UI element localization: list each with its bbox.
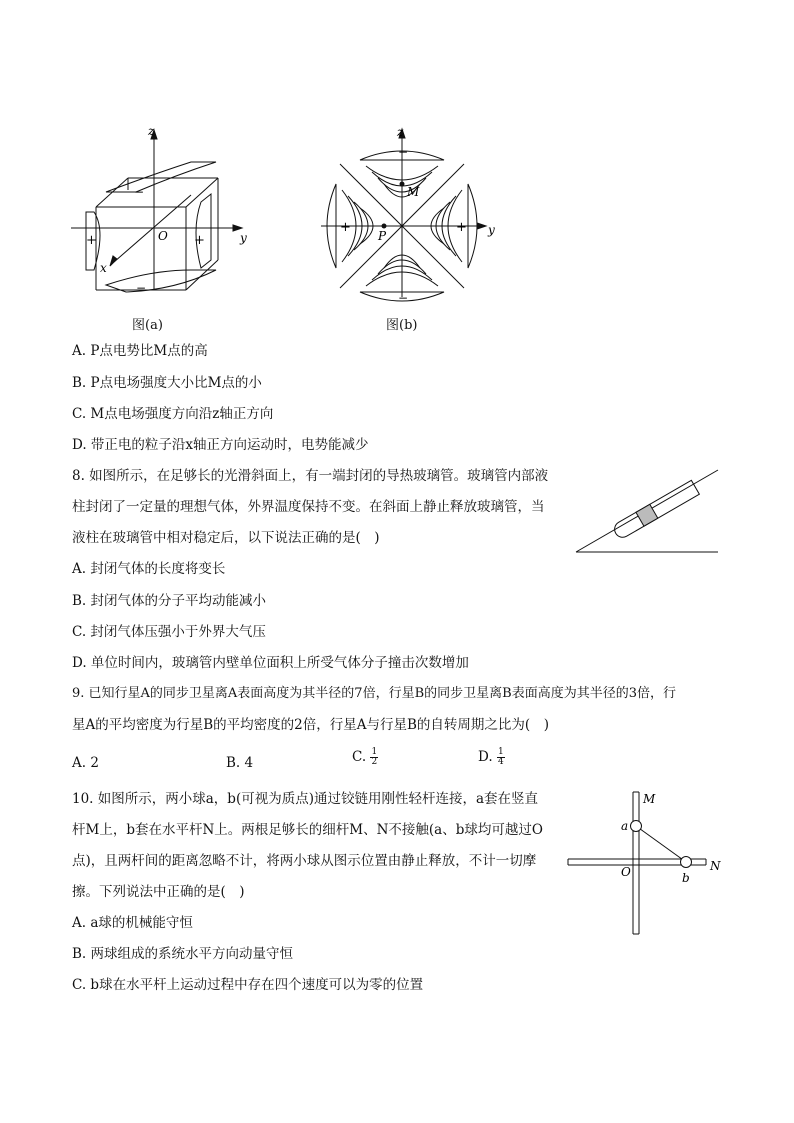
figure-a-diagram [66, 120, 256, 305]
q7-option-c: C. M点电场强度方向沿z轴正方向 [72, 406, 274, 422]
ball-a [631, 821, 642, 832]
right-charge-sign-b: + [456, 220, 467, 235]
q10-option-c: C. b球在水平杆上运动过程中存在四个速度可以为零的位置 [72, 977, 424, 993]
rod-m-label: M [643, 792, 656, 806]
left-charge-sign-b: + [340, 220, 351, 235]
q8-option-d: D. 单位时间内，玻璃管内壁单位面积上所受气体分子撞击次数增加 [72, 655, 469, 671]
q10-stem-line3: 点)，且两杆间的距离忽略不计，将两小球从图示位置由静止释放，不计一切摩 [72, 853, 537, 869]
q7-option-a: A. P点电势比M点的高 [72, 343, 208, 359]
q9-option-d-numerator: 1 [497, 747, 504, 757]
q7-option-b: B. P点电场强度大小比M点的小 [72, 375, 262, 391]
q9-option-d-fraction [497, 748, 505, 767]
left-charge-sign: + [86, 233, 97, 248]
q9-option-c-numerator: 1 [371, 747, 378, 757]
figure-b-caption: 图(b) [386, 318, 418, 333]
point-m-label: M [407, 185, 420, 199]
q10-option-a: A. a球的机械能守恒 [72, 915, 193, 931]
q9-stem-line1: 9. 已知行星A的同步卫星离A表面高度为其半径的7倍，行星B的同步卫星离B表面高度为其半径的3倍，行 [72, 686, 676, 701]
q9-option-d-denominator: 4 [497, 757, 504, 767]
q8-stem-line1: 8. 如图所示，在足够长的光滑斜面上，有一端封闭的导热玻璃管。玻璃管内部液 [72, 468, 549, 484]
origin-label: O [158, 229, 168, 243]
q10-option-b: B. 两球组成的系统水平方向动量守恒 [72, 946, 294, 962]
figure-a-caption: 图(a) [132, 318, 163, 333]
q8-stem-line2: 柱封闭了一定量的理想气体，外界温度保持不变。在斜面上静止释放玻璃管，当 [72, 499, 545, 515]
origin-o-label: O [621, 865, 631, 879]
top-charge-sign: − [134, 185, 145, 199]
liquid-column [636, 504, 658, 526]
bottom-charge-sign: − [136, 281, 147, 295]
point-p-label: P [378, 229, 387, 243]
q9-stem-line2: 星A的平均密度为行星B的平均密度的2倍，行星A与行星B的自转周期之比为( ) [72, 717, 549, 733]
axis-z-label-b: z [397, 125, 404, 139]
q10-stem-line2: 杆M上，b套在水平杆N上。两根足够长的细杆M、N不接触(a、b球均可越过O [72, 822, 543, 838]
rod-n-label: N [710, 859, 721, 873]
q9-option-c [352, 748, 378, 767]
axis-z-label: z [148, 124, 155, 138]
q8-option-c: C. 封闭气体压强小于外界大气压 [72, 624, 266, 640]
q9-option-c-prefix: C. [352, 749, 367, 765]
right-charge-sign: + [194, 233, 205, 248]
q8-option-b: B. 封闭气体的分子平均动能减小 [72, 593, 267, 609]
ball-a-label: a [621, 819, 629, 833]
q9-option-b: B. 4 [226, 755, 254, 771]
q10-stem-line1: 10. 如图所示，两小球a，b(可视为质点)通过铰链用刚性轻杆连接，a套在竖直 [72, 791, 539, 807]
q8-option-a: A. 封闭气体的长度将变长 [72, 561, 226, 577]
q9-option-d-prefix: D. [478, 749, 493, 765]
axis-x-label: x [100, 261, 107, 275]
axis-y-label: y [240, 231, 247, 245]
q9-option-d [478, 748, 505, 767]
ball-b-label: b [682, 871, 690, 885]
bottom-charge-sign-b: − [398, 291, 409, 302]
point-p-dot [382, 224, 387, 229]
ball-b [681, 857, 692, 868]
q9-option-c-fraction [370, 748, 378, 767]
q9-option-c-denominator: 2 [371, 757, 378, 767]
incline-tube-diagram [572, 462, 722, 558]
q9-option-a: A. 2 [72, 755, 99, 771]
q10-stem-line4: 擦。下列说法中正确的是( ) [72, 884, 245, 900]
q7-option-d: D. 带正电的粒子沿x轴正方向运动时，电势能减少 [72, 437, 369, 453]
figure-b-diagram [318, 122, 503, 302]
q8-stem-line3: 液柱在玻璃管中相对稳定后，以下说法正确的是( ) [72, 530, 380, 546]
rods-balls-diagram [564, 788, 734, 938]
axis-y-label-b: y [488, 223, 495, 237]
point-m-dot [400, 182, 405, 187]
top-charge-sign-b: − [398, 145, 409, 159]
